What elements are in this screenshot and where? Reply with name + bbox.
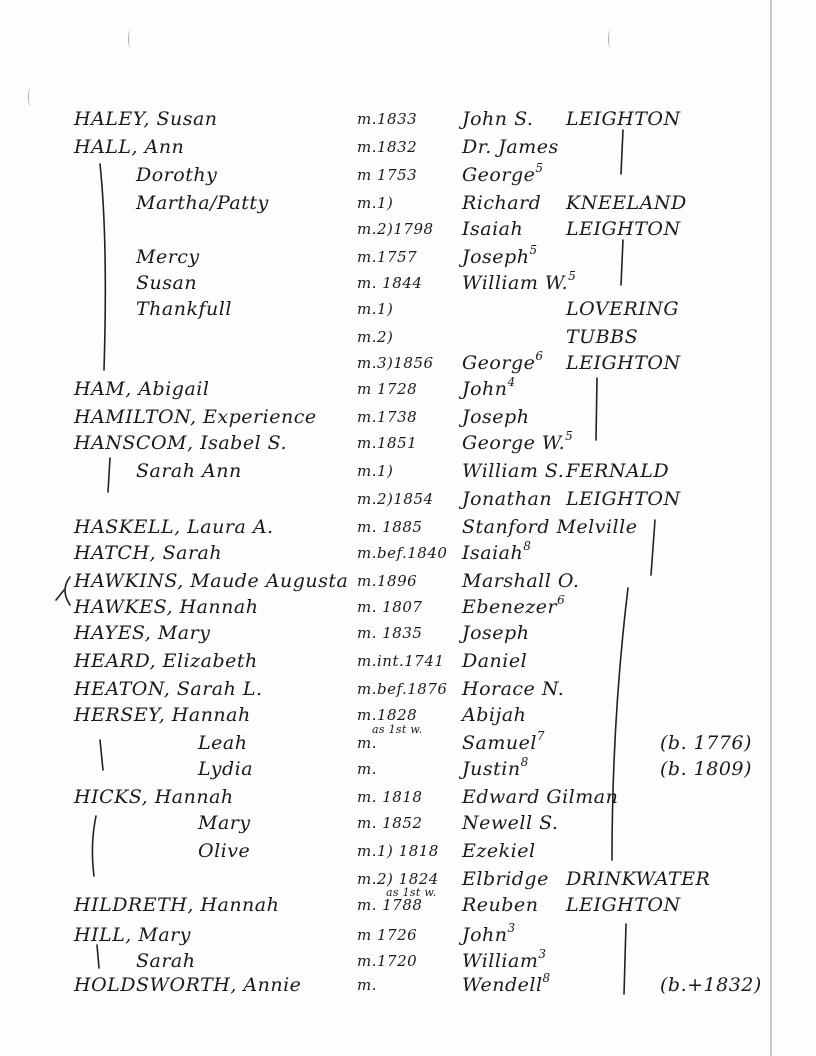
surname-cell: Sarah [136,950,196,972]
marriage-cell: m. 1788 [357,896,423,914]
family-cell: LEIGHTON [566,218,681,240]
family-cell: KNEELAND [566,192,687,214]
surname-cell: HAYES, Mary [74,622,211,644]
husband-name: George [462,164,536,186]
surname-cell: HALEY, Susan [74,108,218,130]
marriage-cell: m.1757 [357,248,418,266]
marriage-cell: m. [357,760,377,778]
surname-cell: HAM, Abigail [74,378,210,400]
marriage-cell: m 1753 [357,166,418,184]
marriage-cell: m.2) [357,328,394,346]
husband-name: Joseph [462,246,530,268]
surname-cell: HERSEY, Hannah [74,704,251,726]
generation-number: 7 [536,729,546,743]
marriage-cell: m. 1852 [357,814,423,832]
surname-cell: Olive [198,840,251,862]
family-cell: TUBBS [566,326,639,348]
annotation-note: as 1st w. [386,886,437,899]
husband-name: Marshall O. [462,570,580,592]
marriage-cell: m.1738 [357,408,418,426]
family-cell: DRINKWATER [566,868,711,890]
surname-cell: HAWKES, Hannah [74,596,259,618]
husband-name: Elbridge [462,868,549,890]
husband-name: Daniel [462,650,528,672]
marriage-cell: m 1728 [357,380,418,398]
husband-name: Jonathan [462,488,553,510]
marriage-cell: m.1851 [357,434,418,452]
generation-number: 5 [529,243,538,257]
birth-note-cell: (b. 1809) [660,758,752,780]
surname-cell: Sarah Ann [136,460,242,482]
husband-name: Ebenezer [462,596,558,618]
husband-name: Samuel [462,732,537,754]
husband-name: Justin [462,758,521,780]
surname-cell: HILDRETH, Hannah [74,894,280,916]
husband-name: Ezekiel [462,840,536,862]
marriage-cell: m. 1844 [357,274,423,292]
surname-cell: HANSCOM, Isabel S. [74,432,288,454]
husband-name: Isaiah [462,218,524,240]
husband-name: John [462,378,508,400]
marriage-cell: m.bef.1840 [357,544,448,562]
birth-note-cell: (b. 1776) [660,732,752,754]
marriage-cell: m.int.1741 [357,652,445,670]
generation-number: 6 [557,593,566,607]
marriage-cell: m. 1885 [357,518,423,536]
surname-cell: HICKS, Hannah [74,786,234,808]
birth-note-cell: (b.+1832) [660,974,762,996]
surname-cell: Martha/Patty [136,192,269,214]
surname-cell: Mary [198,812,251,834]
husband-name: Joseph [462,622,530,644]
generation-number: 3 [507,921,516,935]
generation-number: 8 [520,755,529,769]
marriage-cell: m. 1835 [357,624,423,642]
marriage-cell: m.1) [357,462,394,480]
family-cell: LOVERING [566,298,680,320]
marriage-cell: m.1) [357,300,394,318]
surname-cell: HAMILTON, Experience [74,406,317,428]
marriage-cell: m.2) 1824 [357,870,439,888]
generation-number: 4 [507,375,516,389]
generation-number: 5 [568,269,577,283]
marriage-cell: m.bef.1876 [357,680,448,698]
marriage-cell: m.1832 [357,138,418,156]
husband-name: Isaiah [462,542,524,564]
husband-name: Reuben [462,894,539,916]
surname-cell: Dorothy [136,164,218,186]
surname-cell: Lydia [198,758,254,780]
generation-number: 8 [542,971,551,985]
marriage-cell: m. 1818 [357,788,423,806]
marriage-cell: m 1726 [357,926,418,944]
husband-name: Richard [462,192,542,214]
marriage-cell: m.2)1798 [357,220,434,238]
husband-name: William [462,950,539,972]
generation-number: 3 [538,947,547,961]
marriage-cell: m.1720 [357,952,418,970]
marriage-cell: m. 1807 [357,598,423,616]
surname-cell: HALL, Ann [74,136,185,158]
husband-name: Abijah [462,704,527,726]
husband-name: George W. [462,432,566,454]
surname-cell: Mercy [136,246,200,268]
generation-number: 6 [535,349,544,363]
husband-name: Edward Gilman [462,786,619,808]
surname-cell: Thankfull [136,298,232,320]
marriage-cell: m.1828 [357,706,418,724]
family-cell: FERNALD [566,460,670,482]
surname-cell: HILL, Mary [74,924,191,946]
husband-name: John [462,924,508,946]
family-cell: LEIGHTON [566,894,681,916]
husband-name: Horace N. [462,678,565,700]
family-cell: LEIGHTON [566,108,681,130]
husband-name: Stanford Melville [462,516,638,538]
marriage-cell: m.3)1856 [357,354,434,372]
surname-cell: Leah [198,732,248,754]
marriage-cell: m. [357,734,377,752]
marriage-cell: m.1) 1818 [357,842,439,860]
family-cell: LEIGHTON [566,488,681,510]
husband-name: John S. [462,108,534,130]
surname-cell: HATCH, Sarah [74,542,223,564]
surname-cell: HEARD, Elizabeth [74,650,258,672]
surname-cell: HASKELL, Laura A. [74,516,274,538]
generation-number: 8 [523,539,532,553]
husband-name: Wendell [462,974,543,996]
marriage-cell: m. [357,976,377,994]
family-cell: LEIGHTON [566,352,681,374]
husband-name: Dr. James [462,136,559,158]
husband-name: William W. [462,272,569,294]
marriage-cell: m.1896 [357,572,418,590]
generation-number: 5 [535,161,544,175]
marriage-cell: m.1833 [357,110,418,128]
generation-number: 5 [565,429,574,443]
surname-cell: HAWKINS, Maude Augusta [74,570,349,592]
husband-name: William S. [462,460,565,482]
surname-cell: HEATON, Sarah L. [74,678,263,700]
surname-cell: Susan [136,272,198,294]
husband-name: Newell S. [462,812,559,834]
surname-cell: HOLDSWORTH, Annie [74,974,302,996]
annotation-note: as 1st w. [372,723,423,736]
marriage-cell: m.1) [357,194,394,212]
husband-name: Joseph [462,406,530,428]
husband-name: George [462,352,536,374]
marriage-cell: m.2)1854 [357,490,434,508]
